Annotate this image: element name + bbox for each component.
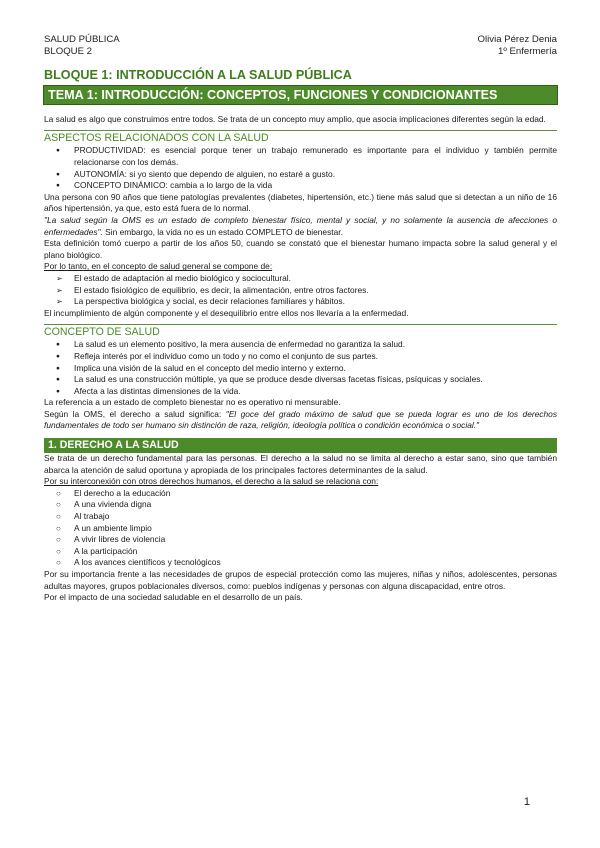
- aspectos-paragraph-2: Esta definición tomó cuerpo a partir de los años 50, cuando se constató que el bienestar humano impacta sobre la salud general y el plano biológico.: [44, 238, 557, 260]
- list-item: ○ A una vivienda digna: [44, 499, 557, 511]
- intro-paragraph: La salud es algo que construimos entre todos. Se trata de un concepto muy amplio, que asocia implicaciones diferentes según la edad.: [44, 113, 546, 124]
- list-item: ○ A los avances científicos y tecnológicos: [44, 557, 557, 569]
- list-item: ● Refleja interés por el individuo como un todo y no como el conjunto de sus partes.: [44, 351, 557, 363]
- list-item: ➢ La perspectiva biológica y social, es decir relaciones familiares y hábitos.: [44, 296, 557, 308]
- oms-after: Sin embargo, la vida no es un estado COMPLETO de bienestar.: [102, 226, 343, 237]
- bloque-title: BLOQUE 1: INTRODUCCIÓN A LA SALUD PÚBLICA: [44, 67, 352, 82]
- derecho-circle-list: [44, 488, 557, 569]
- compone-arrow-list: [44, 273, 557, 308]
- list-item: ○ A vivir libres de violencia: [44, 534, 557, 546]
- derecho-paragraph-2: Por su importancia frente a las necesidades de grupos de especial protección como las mujeres, niñas y niños, adolescentes, personas adultas mayores, grupos poblacionales diversos, como: pueblos indígenas y personas con alguna discapacidad, entre otros.: [44, 569, 557, 591]
- header-left: [44, 34, 120, 59]
- page-header: [44, 34, 557, 59]
- list-item: ● Afecta a las distintas dimensiones de la vida.: [44, 386, 557, 398]
- concepto-heading: CONCEPTO DE SALUD: [44, 326, 160, 339]
- section-divider: [44, 324, 557, 325]
- aspectos-bullet-list: [44, 145, 557, 191]
- header-right: [478, 34, 557, 59]
- concepto-oms-quote: "El goce del grado máximo de salud que se pueda lograr es uno de los derechos fundamentales de todo ser humano sin distinción de raza, religión, ideología política o condición económica o social.": [44, 408, 558, 431]
- document-page: [44, 34, 557, 604]
- header-course: 1º Enfermería: [498, 46, 557, 58]
- list-item: ➢ El estado de adaptación al medio biológico y sociocultural.: [44, 273, 557, 285]
- compone-intro: Por lo tanto, en el concepto de salud general se compone de:: [44, 261, 273, 272]
- list-item: ● Implica una visión de la salud en el concepto del medio interno y externo.: [44, 363, 557, 375]
- tema-title: TEMA 1: INTRODUCCIÓN: CONCEPTOS, FUNCIONES Y CONDICIONANTES: [44, 86, 557, 104]
- list-item: ○ El derecho a la educación: [44, 488, 557, 500]
- page-number: 1: [523, 796, 530, 808]
- concepto-oms-paragraph: [44, 409, 557, 432]
- header-block: BLOQUE 2: [44, 46, 92, 58]
- aspectos-paragraph-1: Una persona con 90 años que tiene patologías prevalentes (diabetes, hipertensión, etc.) tiene más salud que si detectan a un niño de 16 años hipertensión, ya que, esto está fuera de lo normal.: [44, 191, 557, 214]
- list-item: ● La salud es una construcción múltiple, ya que se produce desde diversas facetas físicas, psíquicas y sociales.: [44, 374, 557, 386]
- aspectos-heading: ASPECTOS RELACIONADOS CON LA SALUD: [44, 132, 269, 145]
- list-item: ● CONCEPTO DINÁMICO: cambia a lo largo de la vida: [44, 180, 557, 192]
- list-item: ○ A un ambiente limpio: [44, 523, 557, 535]
- concepto-bullet-list: [44, 339, 557, 397]
- derecho-paragraph-3: Por el impacto de una sociedad saludable en el desarrollo de un país.: [44, 592, 303, 603]
- derecho-paragraph-1: Se trata de un derecho fundamental para las personas. El derecho a la salud no se limita al derecho a estar sano, sino que también abarca la atención de salud oportuna y apropiada de los principales factores determinantes de la salud.: [44, 453, 557, 475]
- header-author: Olivia Pérez Denia: [477, 34, 557, 45]
- list-item: ➢ El estado fisiológico de equilibrio, es decir, la alimentación, entre otros factores.: [44, 285, 557, 297]
- concepto-paragraph-1: La referencia a un estado de completo bienestar no es operativo ni mensurable.: [44, 397, 341, 408]
- oms-definition-paragraph: [44, 215, 557, 238]
- derecho-heading: 1. DERECHO A LA SALUD: [44, 438, 557, 453]
- list-item: ○ A la participación: [44, 546, 557, 558]
- section-divider: [44, 130, 557, 131]
- list-item: ● AUTONOMÍA: si yo siento que dependo de alguien, no estaré a gusto.: [44, 169, 557, 181]
- list-item: ● La salud es un elemento positivo, la mera ausencia de enfermedad no garantiza la salud.: [44, 339, 557, 351]
- list-item: ○ Al trabajo: [44, 511, 557, 523]
- list-item: ● PRODUCTIVIDAD: es esencial porque tener un trabajo remunerado es importante para el individuo y también permite relacionarse con los demás.: [44, 145, 557, 168]
- derecho-inter-intro: Por su interconexión con otros derechos humanos, el derecho a la salud se relaciona con:: [44, 476, 379, 487]
- oms-quote: "La salud según la OMS es un estado de completo bienestar físico, mental y social, y no solamente la ausencia de afecciones o enfermedades".: [44, 214, 557, 237]
- aspectos-paragraph-3: El incumplimiento de algún componente y el desequilibrio entre ellos nos llevaría a la enfermedad.: [44, 307, 409, 318]
- concepto-oms-lead: Según la OMS, el derecho a salud significa:: [44, 408, 226, 419]
- header-subject: SALUD PÚBLICA: [44, 34, 120, 45]
